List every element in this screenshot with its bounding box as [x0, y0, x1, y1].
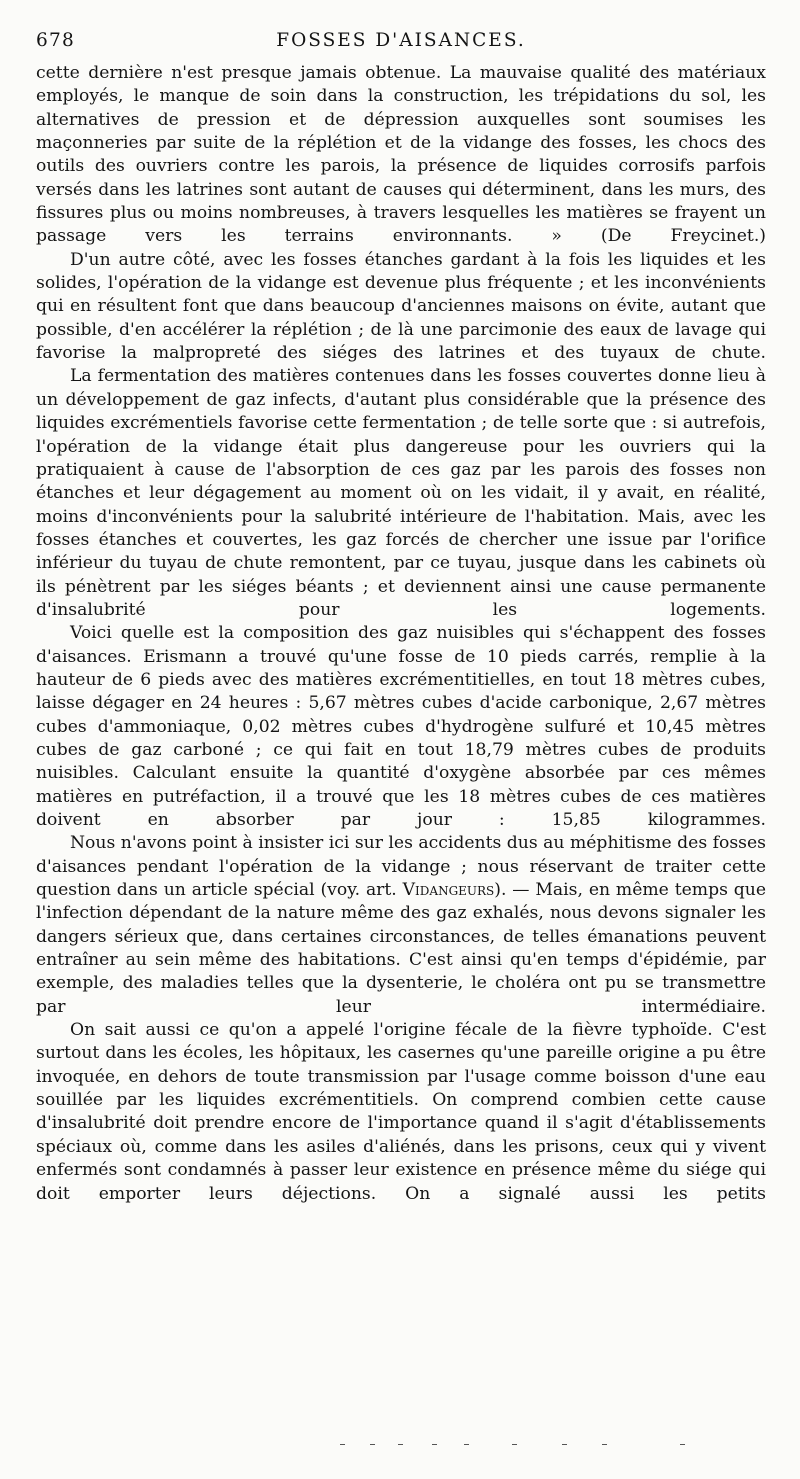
paragraph-text: D'un autre côté, avec les fosses étanches gardant à la fois les liquides et les solides, l'opération de la vidange est devenue plus fréquente ; et les inconvénients qui en résultent font que dans beaucoup d'anciennes maisons on évite, autant que possible, d'en accélérer la réplétion ; de là une parcimonie des eaux de lavage qui favorise la malpropreté des siéges des latrines et des tuyaux de chute.	[36, 249, 766, 364]
cross-reference: Vidangeurs	[402, 880, 495, 901]
paragraph	[36, 365, 766, 622]
print-mark	[464, 1444, 469, 1445]
body-text	[36, 62, 766, 1206]
print-mark	[512, 1444, 517, 1445]
paragraph-text: La fermentation des matières contenues dans les fosses couvertes donne lieu à un développement de gaz infects, d'autant plus considérable que la présence des liquides excrémentiels favorise cette fermentation ; de telle sorte que : si autrefois, l'opération de la vidange était plus dangereuse pour les ouvriers qui la pratiquaient à cause de l'absorption de ces gaz par les parois des fosses non étanches et leur dégagement au moment où on les vidait, il y avait, en réalité, moins d'inconvénients pour la salubrité intérieure de l'habitation. Mais, avec les fosses étanches et couvertes, les gaz forcés de chercher une issue par l'orifice inférieur du tuyau de chute remontent, par ce tuyau, jusque dans les cabinets où ils pénètrent par les siéges béants ; et deviennent ainsi une cause permanente d'insalubrité pour les logements.	[36, 366, 766, 620]
paragraph-text: cette dernière n'est presque jamais obtenue. La mauvaise qualité des matériaux employés, le manque de soin dans la construction, les trépidations du sol, les alternatives de pression et de dépression auxquelles sont soumises les maçonneries par suite de la réplétion et de la vidange des fosses, les chocs des outils des ouvriers contre les parois, la présence de liquides corrosifs parfois versés dans les latrines sont autant de causes qui déterminent, dans les murs, des fissures plus ou moins nombreuses, à travers lesquelles les matières se frayent un passage vers les terrains environnants. » (De Freycinet.)	[36, 63, 766, 247]
paragraph-text: Nous n'avons point à insister ici sur les accidents dus au méphitisme des fosses d'aisances pendant l'opération de la vidange ; nous réservant de traiter cette question dans un article spécial (voy. art.	[36, 833, 766, 901]
running-header	[36, 30, 766, 60]
paragraph-text: Voici quelle est la composition des gaz nuisibles qui s'échappent des fosses d'aisances. Erismann a trouvé qu'une fosse de 10 pieds carrés, remplie à la hauteur de 6 pieds avec des matières excrémentitielles, en tout 18 mètres cubes, laisse dégager en 24 heures : 5,67 mètres cubes d'acide carbonique, 2,67 mètres cubes d'ammoniaque, 0,02 mètres cubes d'hydrogène sulfuré et 10,45 mètres cubes de gaz carboné ; ce qui fait en tout 18,79 mètres cubes de produits nuisibles. Calculant ensuite la quantité d'oxygène absorbée par ces mêmes matières en putréfaction, il a trouvé que les 18 mètres cubes de ces matières doivent en absorber par jour : 15,85 kilogrammes.	[36, 623, 766, 830]
running-title: FOSSES D'AISANCES.	[276, 30, 526, 51]
print-mark	[562, 1444, 567, 1445]
page-foot-marks	[340, 1438, 780, 1452]
paragraph-continued	[36, 62, 766, 249]
paragraph	[36, 832, 766, 1019]
print-mark	[432, 1444, 437, 1445]
print-mark	[340, 1444, 345, 1445]
page-number: 678	[36, 30, 75, 51]
paragraph-text: On sait aussi ce qu'on a appelé l'origine fécale de la fièvre typhoïde. C'est surtout dans les écoles, les hôpitaux, les casernes qu'une pareille origine a pu être invoquée, en dehors de toute transmission par l'usage comme boisson d'une eau souillée par les liquides excrémentitiels. On comprend combien cette cause d'insalubrité doit prendre encore de l'importance quand il s'agit d'établissements spéciaux où, comme dans les asiles d'aliénés, dans les prisons, ceux qui y vivent enfermés sont condamnés à passer leur existence en présence même du siége qui doit emporter leurs déjections. On a signalé aussi les petits	[36, 1020, 766, 1204]
print-mark	[398, 1444, 403, 1445]
print-mark	[680, 1444, 685, 1445]
paragraph	[36, 622, 766, 832]
paragraph-text: ). — Mais, en même temps que l'infection dépendant de la nature même des gaz exhalés, nous devons signaler les dangers sérieux que, dans certaines circonstances, de telles émanations peuvent entraîner au sein même des habitations. C'est ainsi qu'en temps d'épidémie, par exemple, des maladies telles que la dysenterie, le choléra ont pu se transmettre par leur intermédiaire.	[36, 880, 766, 1017]
paragraph-continues-next-page	[36, 1019, 766, 1206]
print-mark	[602, 1444, 607, 1445]
paragraph	[36, 249, 766, 366]
print-mark	[370, 1444, 375, 1445]
